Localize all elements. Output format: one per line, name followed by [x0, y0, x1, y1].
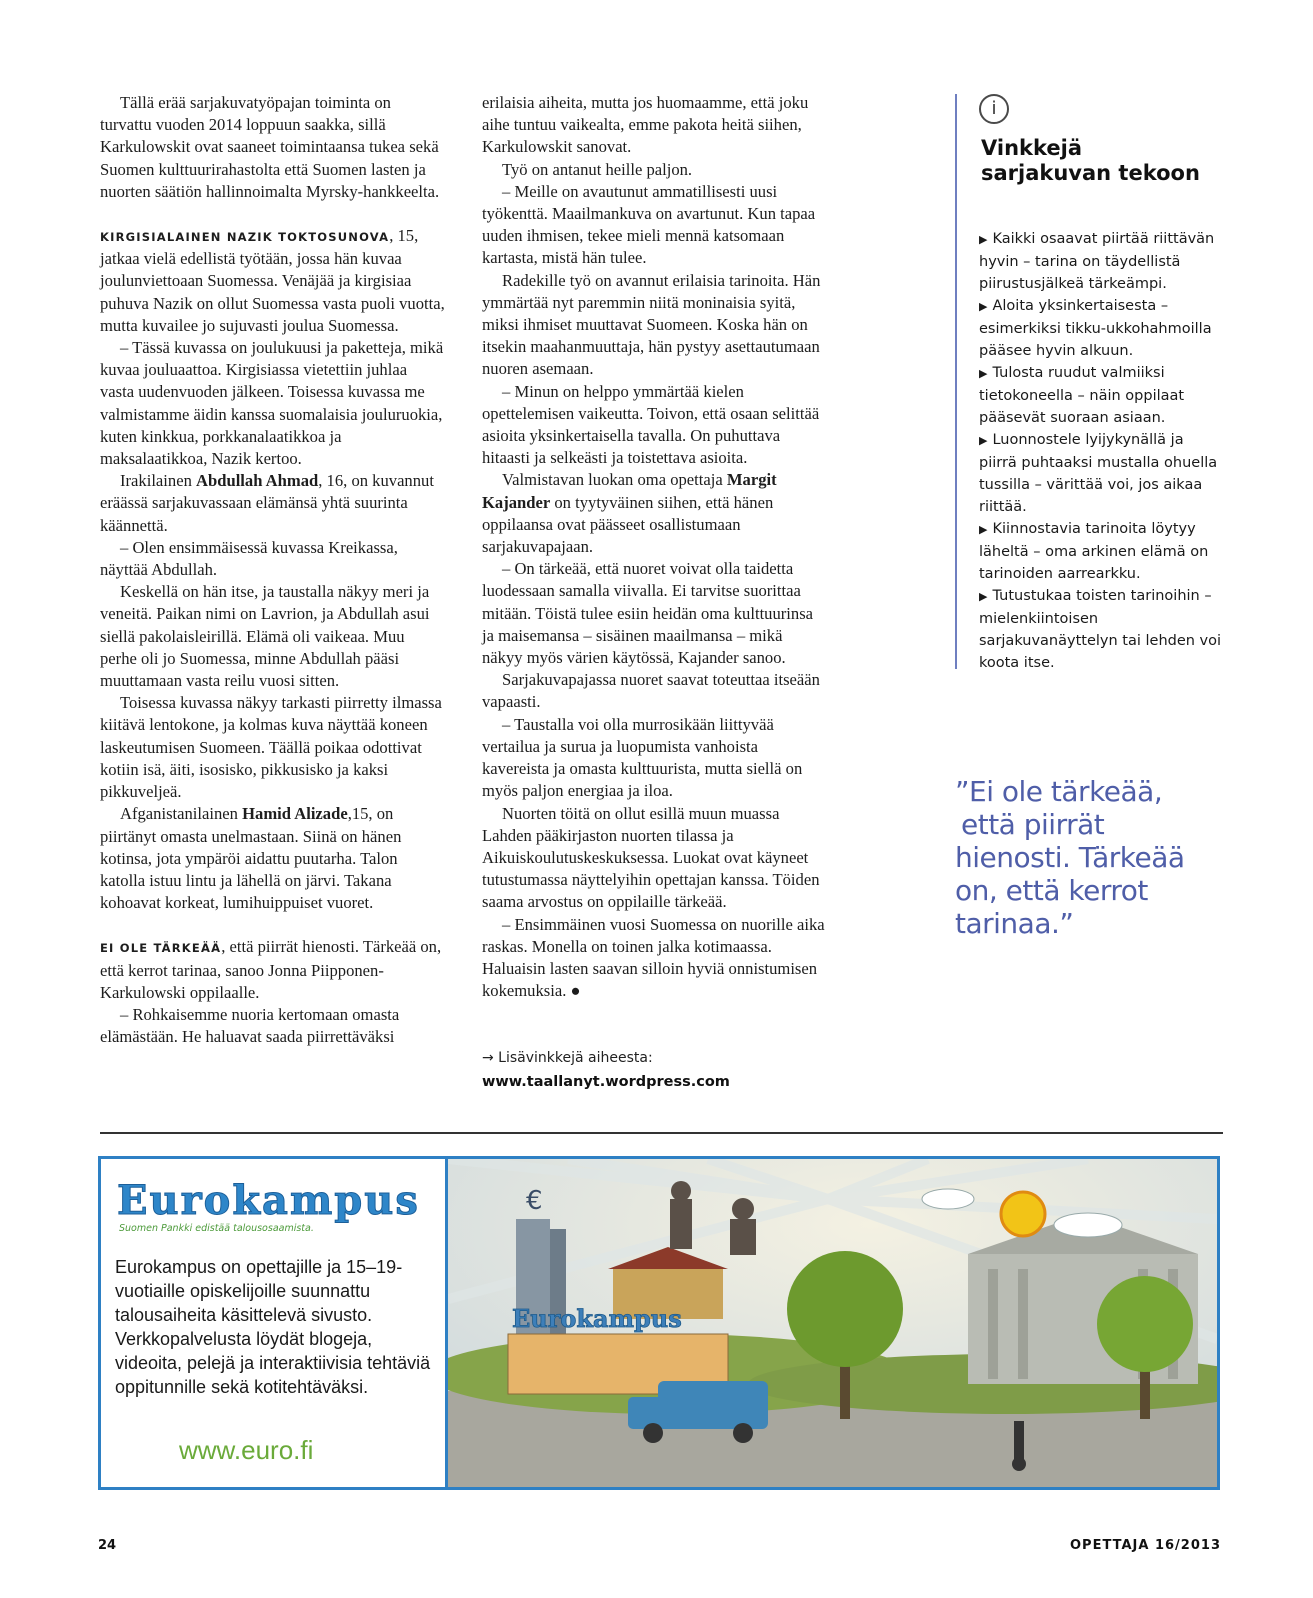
paragraph-text: , 15, jatkaa vielä edellistä työtään, jossa hän kuvaa joulunviettoaan Suomessa. Venäjää ja kirgisiaa puhuva Nazik on ollut Suomessa vasta puoli vuotta, mutta kuvailee jo sujuvasti joulua Suomessa. [100, 226, 445, 335]
paragraph: Sarjakuvapajassa nuoret saavat toteuttaa itseään vapaasti. [482, 670, 820, 712]
paragraph [100, 936, 445, 1004]
paragraph: Työ on antanut heille paljon. [502, 159, 693, 179]
quote-line: on, että kerrot [955, 874, 1148, 907]
tips-list [979, 228, 1224, 674]
paragraph: – Taustalla voi olla murrosikään liittyvää vertailua ja surua ja luopumista vanhoista kavereista ja omasta kulttuurista, mutta siellä on myös paljon energiaa ja iloa. [482, 714, 803, 801]
info-icon: i [979, 94, 1009, 124]
paragraph [100, 225, 445, 337]
pull-quote [955, 775, 1225, 940]
person-name: Abdullah Ahmad [196, 471, 319, 491]
quote-line: ”Ei ole tärkeää, [955, 775, 1163, 808]
section-divider [100, 1132, 1223, 1134]
ad-text-panel [101, 1159, 448, 1487]
paragraph-text: Irakilainen [120, 471, 197, 491]
shop-sign: Eurokampus [512, 1304, 682, 1333]
page-number: 24 [98, 1538, 117, 1553]
paragraph-text: on tyytyväinen siihen, että hänen oppilaansa ovat päässeet osallistumaan sarjakuvapajaan. [482, 492, 774, 557]
lead-in: KIRGISIALAINEN NAZIK TOKTOSUNOVA [100, 230, 390, 245]
quote-line: tarinaa.” [955, 907, 1074, 940]
ad-tagline: Suomen Pankki edistää talousosaamista. [119, 1223, 314, 1234]
handstand-figure [1012, 1421, 1026, 1471]
paragraph: – On tärkeää, että nuoret voivat olla taidetta luodessaan samalla viivalla. Ei tarvitse suorittaa mitään. Töistä tulee esiin heidän oma kulttuurinsa ja maisemansa – sisäinen maailmansa – mikä näkyy myös värien käytössä, Kajander sanoo. [482, 559, 814, 668]
paragraph: Nuorten töitä on ollut esillä muun muassa Lahden pääkirjaston nuorten tilassa ja Aikuiskoulutuskeskuksessa. Luokat ovat käyneet tutustumassa näyttelyihin opettajan kanssa. Töiden saama arvostus on oppilaille tärkeää. [482, 803, 820, 912]
paragraph-text: Afganistanilainen [120, 804, 243, 824]
tip-item: ▶ Tulosta ruudut valmiiksi tietokoneella – näin oppilaat pääsevät suoraan asiaan. [979, 362, 1224, 429]
eurokampus-ad[interactable] [98, 1156, 1220, 1490]
paragraph: – Meille on avautunut ammatillisesti uusi työkenttä. Maailmankuva on avartunut. Kun tapaa uuden ihmisen, tekee mieli mennä katsomaan kartasta, mistä hän tulee. [482, 181, 816, 268]
person-name: Margit Kajander [482, 470, 777, 512]
tip-item: ▶ Luonnostele lyijykynällä ja piirrä puhtaaksi mustalla ohuella tussilla – värittää voi, jos aikaa riittää. [979, 429, 1224, 518]
more-tips-label: → Lisävinkkejä aiheesta: [482, 1050, 653, 1066]
cloud-icon [1054, 1213, 1122, 1237]
sun-icon [1001, 1192, 1045, 1236]
article-column-1 [100, 92, 445, 1048]
paragraph: Toisessa kuvassa näkyy tarkasti piirretty ilmassa kiitävä lentokone, ja kolmas kuva näyttää koneen laskeutumisen Suomeen. Täällä poikaa odottivat kotiin isä, äiti, isosisko, pikkusisko ja kaksi pikkuveljeä. [100, 693, 442, 802]
paragraph: – Ensimmäinen vuosi Suomessa on nuorille aika raskas. Monella on toinen jalka kotimaassa. Haluaisin lasten saavan silloin hyviä onnistumisen kokemuksia. ● [482, 914, 825, 1001]
ad-illustration [448, 1159, 1217, 1487]
paragraph: Keskellä on hän itse, ja taustalla näkyy meri ja veneitä. Paikan nimi on Lavrion, ja Abdullah asui siellä pakolaisleirillä. Elämä oli vaikeaa. Muu perhe oli jo Suomessa, minne Abdullah pääsi muuttamaan vasta reilu vuosi sitten. [100, 582, 430, 691]
paragraph-text: ,15, on piirtänyt omasta unelmastaan. Siinä on hänen kotinsa, jota ympäröi aidattu puutarha. Talon katolla istuu lintu ja lähellä on järvi. Takana kohoavat korkeat, lumihuippuiset vuoret. [100, 804, 402, 913]
paragraph-text: , 16, on kuvannut eräässä sarjakuvassaan elämänsä yhtä suurinta käännettä. [100, 471, 434, 535]
quote-line: että piirrät [961, 808, 1105, 841]
paragraph: – Olen ensimmäisessä kuvassa Kreikassa, näyttää Abdullah. [100, 537, 398, 580]
paragraph: erilaisia aiheita, mutta jos huomaamme, että joku aihe tuntuu vaikealta, emme pakota heitä siihen, Karkulowskit sanovat. [482, 93, 809, 157]
paragraph: Radekille työ on avannut erilaisia tarinoita. Hän ymmärtää nyt paremmin niitä moninaisia syitä, miksi ihmiset muuttavat Suomeen. Koska hän on itsekin maahanmuuttaja, hän pystyy asettautumaan nuoren asemaan. [482, 270, 821, 379]
tip-item: ▶ Tutustukaa toisten tarinoihin – mielenkiintoisen sarjakuvanäyttelyn tai lehden voi koota itse. [979, 585, 1224, 674]
tips-sidebar [955, 94, 1227, 669]
paragraph: – Tässä kuvassa on joulukuusi ja paketteja, mikä kuvaa jouluaattoa. Kirgisiassa vietettiin juhlaa vasta uudenvuoden jälkeen. Toisessa kuvassa me valmistamme äidin kanssa suomalaisia jouluruokia, kuten kinkkua, porkkanalaatikkoa ja maksalaatikkoa, Nazik kertoo. [100, 338, 444, 469]
quote-line: hienosti. Tärkeää [955, 841, 1185, 874]
euro-symbol-icon: € [526, 1186, 543, 1216]
paragraph: Tällä erää sarjakuvatyöpajan toiminta on turvattu vuoden 2014 loppuun saakka, sillä Karkulowskit ovat saaneet toimintaansa tukea sekä Suomen kulttuurirahastolta että Suomen lasten ja nuorten säätiön hallinnoimalta Myrsky-hankkeelta. [100, 93, 440, 201]
paragraph [100, 470, 445, 537]
tip-item: ▶ Kaikki osaavat piirtää riittävän hyvin – tarina on täydellistä piirustusjälkeä tärkeämpi. [979, 228, 1224, 295]
paragraph [100, 803, 445, 914]
cloud-icon [922, 1189, 974, 1209]
tip-item: ▶ Kiinnostavia tarinoita löytyy läheltä – oma arkinen elämä on tarinoiden aarrearkku. [979, 518, 1224, 585]
paragraph: – Rohkaisemme nuoria kertomaan omasta elämästään. He haluavat saada piirrettäväksi [100, 1004, 400, 1047]
paragraph: – Minun on helppo ymmärtää kielen opettelemisen vaikeutta. Toivon, että osaan selittää asioita yksinkertaisella tavalla. On puhuttava hitaasti ja selkeästi ja toistettava asioita. [482, 381, 820, 468]
lead-in: EI OLE TÄRKEÄÄ [100, 941, 222, 956]
tip-item: ▶ Aloita yksinkertaisesta – esimerkiksi tikku-ukkohahmoilla pääsee hyvin alkuun. [979, 295, 1224, 362]
more-tips-link[interactable]: www.taallanyt.wordpress.com [482, 1074, 730, 1090]
paragraph [482, 469, 827, 558]
article-column-2 [482, 92, 827, 1002]
paragraph-text: , että piirrät hienosti. Tärkeää on, että kerrot tarinaa, sanoo Jonna Piipponen-Karkulowski oppilaalle. [100, 937, 442, 1002]
paragraph-text: Valmistavan luokan oma opettaja [502, 470, 727, 490]
tips-title: Vinkkejä sarjakuvan tekoon [981, 136, 1200, 185]
ad-url-link[interactable]: www.euro.fi [179, 1435, 314, 1465]
ad-body-text: Eurokampus on opettajille ja 15–19-vuotiaille opiskelijoille suunnattu talousaiheita käsittelevä sivusto. Verkkopalvelusta löydät blogeja, videoita, pelejä ja interaktiivisia tehtäviä oppitunnille sekä kotitehtäväksi. [115, 1257, 431, 1397]
publication-info: OPETTAJA 16/2013 [1070, 1538, 1221, 1553]
person-name: Hamid Alizade [242, 804, 348, 824]
eurokampus-logo: Eurokampus [117, 1177, 420, 1224]
